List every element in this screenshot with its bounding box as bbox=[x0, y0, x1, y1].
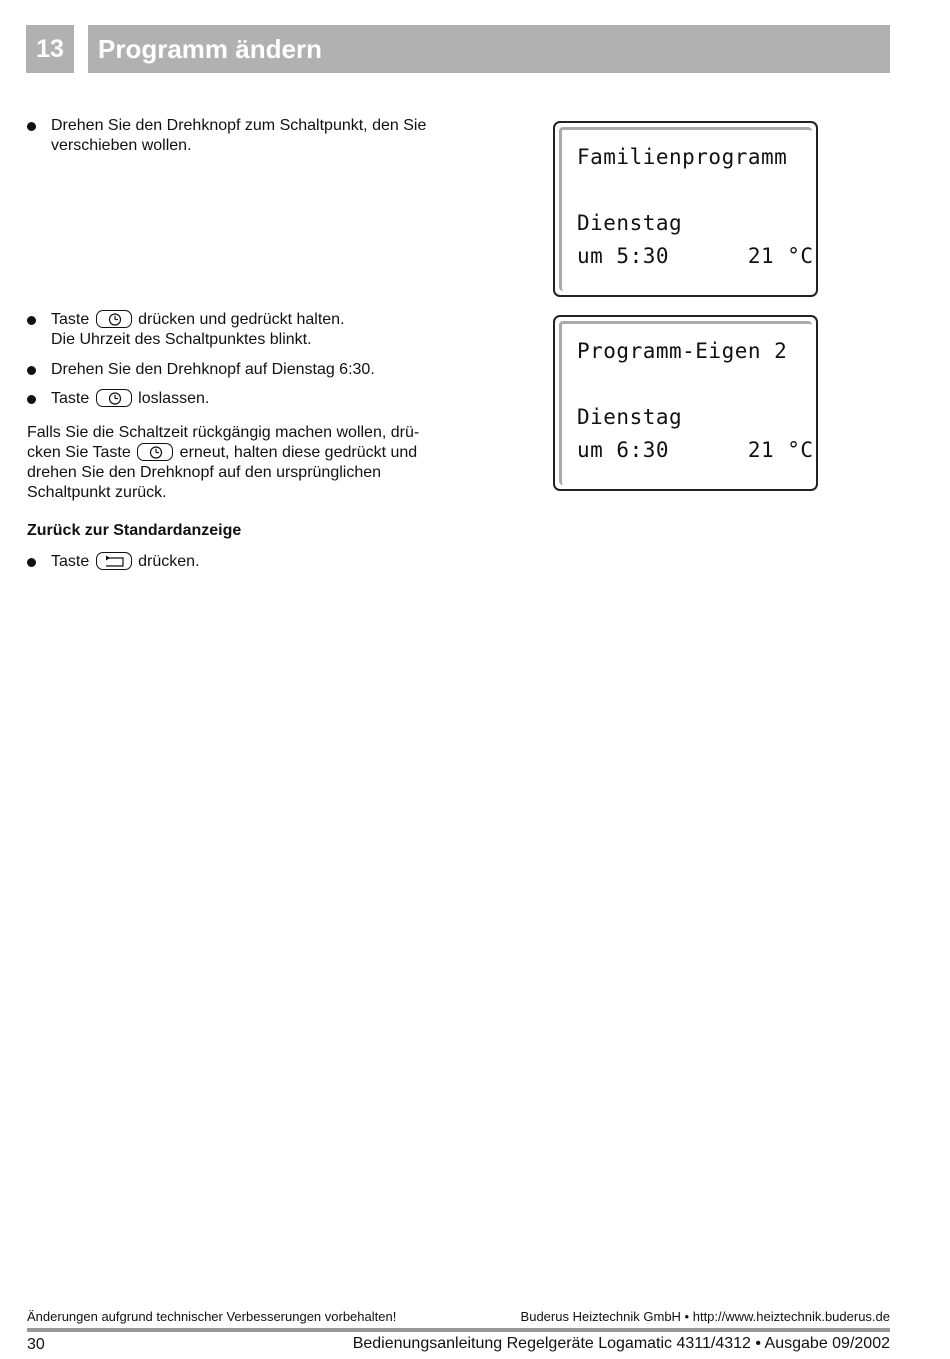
footer-disclaimer: Änderungen aufgrund technischer Verbesserungen vorbehalten! bbox=[27, 1309, 397, 1324]
bullet-icon bbox=[27, 558, 36, 567]
step-text: Drehen Sie den Drehknopf zum Schaltpunkt, den Sie verschieben wollen. bbox=[51, 117, 427, 154]
page-number: 30 bbox=[27, 1336, 45, 1353]
document-title: Bedienungsanleitung Regelgeräte Logamatic 4311/4312 • Ausgabe 09/2002 bbox=[352, 1335, 890, 1352]
step-text-pre: Taste bbox=[51, 311, 90, 328]
lcd-display-before bbox=[553, 121, 818, 297]
footer-divider bbox=[27, 1328, 890, 1332]
step-text-post: loslassen. bbox=[138, 390, 210, 407]
bullet-icon bbox=[27, 122, 36, 131]
step-press-hold-clock bbox=[27, 310, 447, 350]
step-turn-to-tuesday bbox=[27, 360, 447, 380]
step-text-pre: Taste bbox=[51, 390, 90, 407]
lcd-day: Dienstag bbox=[577, 211, 683, 235]
bullet-icon bbox=[27, 366, 36, 375]
clock-key-icon bbox=[137, 443, 173, 461]
step-turn-knob bbox=[27, 116, 447, 156]
undo-paragraph bbox=[27, 423, 447, 503]
bullet-icon bbox=[27, 395, 36, 404]
undo-line-3: drehen Sie den Drehknopf auf den ursprünglichen bbox=[27, 464, 382, 481]
step-release-clock bbox=[27, 389, 447, 409]
step-text-post: drücken. bbox=[138, 553, 200, 570]
lcd-day: Dienstag bbox=[577, 405, 683, 429]
return-key-icon bbox=[96, 552, 132, 570]
undo-line-4: Schaltpunkt zurück. bbox=[27, 484, 167, 501]
undo-line-2-post: erneut, halten diese gedrückt und bbox=[179, 444, 418, 461]
lcd-time-temp: um 6:30 21 °C bbox=[577, 438, 814, 462]
chapter-title: Programm ändern bbox=[88, 25, 890, 73]
clock-key-icon bbox=[96, 310, 132, 328]
lcd-program-name: Programm-Eigen 2 bbox=[577, 339, 788, 363]
step-text: Drehen Sie den Drehknopf auf Dienstag 6:30. bbox=[51, 361, 375, 378]
lcd-time-temp: um 5:30 21 °C bbox=[577, 244, 814, 268]
lcd-display-after bbox=[553, 315, 818, 491]
bullet-icon bbox=[27, 316, 36, 325]
step-press-return bbox=[27, 552, 447, 572]
step-text-post: drücken und gedrückt halten. bbox=[138, 311, 345, 328]
lcd-program-name: Familienprogramm bbox=[577, 145, 788, 169]
clock-key-icon bbox=[96, 389, 132, 407]
step-text-pre: Taste bbox=[51, 553, 90, 570]
return-heading: Zurück zur Standardanzeige bbox=[27, 522, 242, 539]
chapter-number: 13 bbox=[26, 25, 74, 73]
step-text-line2: Die Uhrzeit des Schaltpunktes blinkt. bbox=[51, 331, 312, 348]
undo-line-1: Falls Sie die Schaltzeit rückgängig machen wollen, drü- bbox=[27, 424, 420, 441]
undo-line-2-pre: cken Sie Taste bbox=[27, 444, 131, 461]
footer-company: Buderus Heiztechnik GmbH • http://www.heiztechnik.buderus.de bbox=[520, 1309, 890, 1324]
